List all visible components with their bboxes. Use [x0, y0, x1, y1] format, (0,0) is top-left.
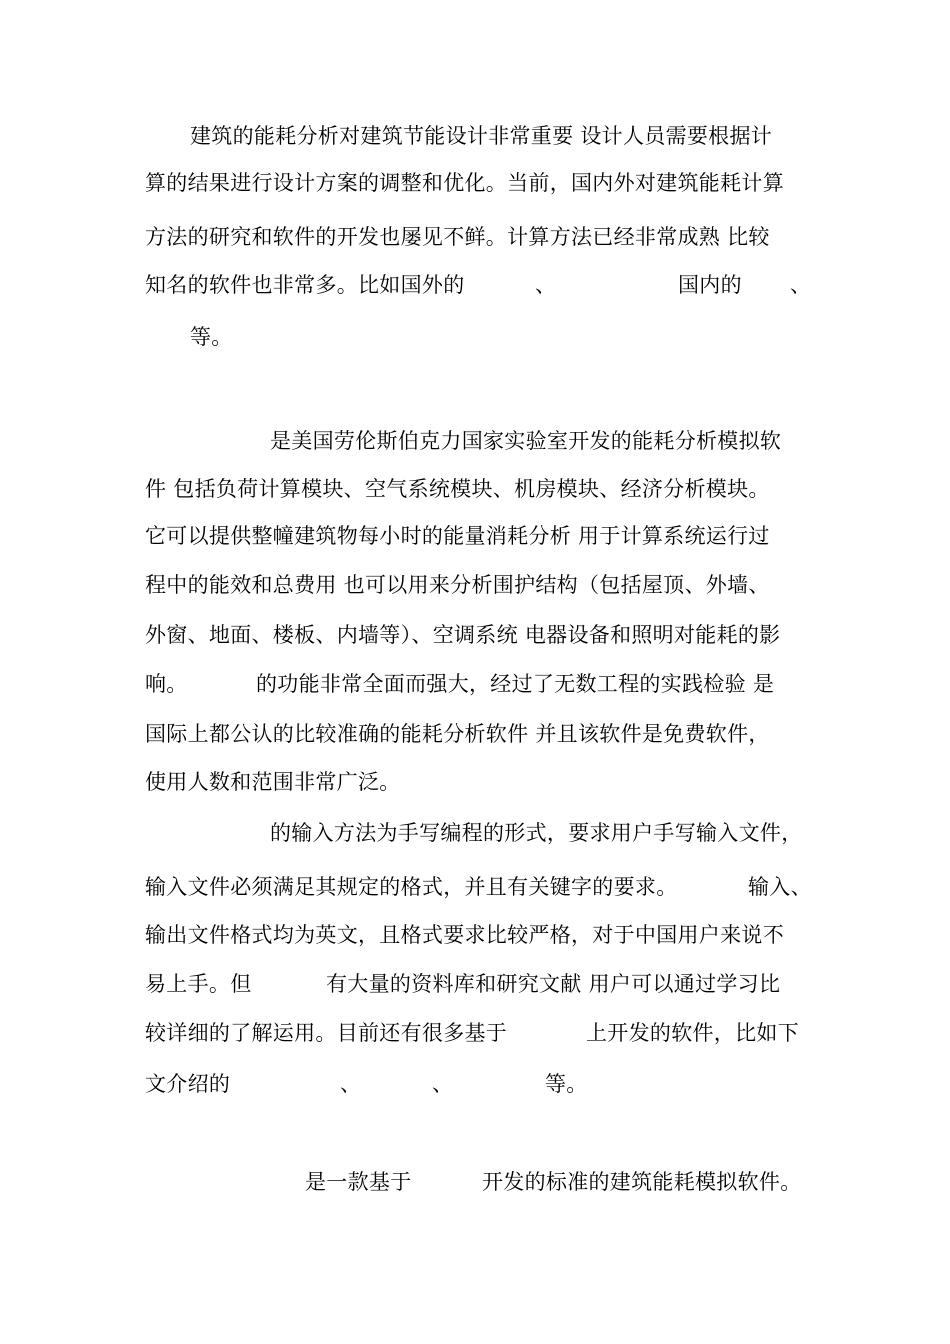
paragraph-1-line-4-domestic: 国内的: [678, 273, 742, 297]
paragraph-2-line-5: 外窗、地面、楼板、内墙等）、空调系统 电器设备和照明对能耗的影: [145, 623, 781, 647]
paragraph-3-line-2-tail: 输入、: [748, 875, 812, 899]
paragraph-1-line-1: 建筑的能耗分析对建筑节能设计非常重要 设计人员需要根据计: [190, 124, 773, 148]
paragraph-2-line-1: 是美国劳伦斯伯克力国家实验室开发的能耗分析模拟软: [270, 429, 782, 453]
paragraph-1-line-2: 算的结果进行设计方案的调整和优化。当前，国内外对建筑能耗计算: [145, 171, 784, 195]
paragraph-3-line-6-sep-1: 、: [340, 1072, 362, 1096]
paragraph-2-line-8: 使用人数和范围非常广泛。: [145, 770, 401, 794]
paragraph-4-line-1: 开发的标准的建筑能耗模拟软件。: [482, 1170, 802, 1194]
paragraph-3-line-5: 较详细的了解运用。目前还有很多基于: [145, 1021, 508, 1045]
paragraph-1-line-4: 知名的软件也非常多。比如国外的: [145, 273, 465, 297]
paragraph-3-line-6: 文介绍的: [145, 1072, 231, 1096]
paragraph-1-line-3: 方法的研究和软件的开发也屡见不鲜。计算方法已经非常成熟 比较: [145, 225, 770, 249]
paragraph-2-line-6: 的功能非常全面而强大，经过了无数工程的实践检验 是: [256, 672, 775, 696]
paragraph-3-line-6-sep-2: 、: [432, 1072, 454, 1096]
paragraph-3-line-1: 的输入方法为手写编程的形式，要求用户手写输入文件，: [270, 821, 803, 845]
paragraph-2-line-6-start: 响。: [145, 672, 188, 696]
paragraph-3-line-4-start: 易上手。但: [145, 972, 252, 996]
paragraph-3-line-5-tail: 上开发的软件，比如下: [586, 1021, 799, 1045]
paragraph-3-line-6-end: 等。: [545, 1072, 588, 1096]
paragraph-1-line-4-sep-2: 、: [790, 273, 812, 297]
paragraph-4-line-1-start: 是一款基于: [305, 1170, 412, 1194]
paragraph-3-line-3: 输出文件格式均为英文，且格式要求比较严格，对于中国用户来说不: [145, 923, 784, 947]
paragraph-1-line-4-sep-1: 、: [535, 273, 557, 297]
paragraph-2-line-4: 程中的能效和总费用 也可以用来分析围护结构（包括屋顶、外墙、: [145, 573, 770, 597]
paragraph-3-line-4: 有大量的资料库和研究文献 用户可以通过学习比: [326, 972, 781, 996]
paragraph-2-line-2: 件 包括负荷计算模块、空气系统模块、机房模块、经济分析模块。: [145, 477, 770, 501]
paragraph-3-line-2: 输入文件必须满足其规定的格式，并且有关键字的要求。: [145, 875, 678, 899]
paragraph-2-line-3: 它可以提供整幢建筑物每小时的能量消耗分析 用于计算系统运行过: [145, 524, 770, 548]
paragraph-2-line-7: 国际上都公认的比较准确的能耗分析软件 并且该软件是免费软件，: [145, 722, 770, 746]
paragraph-1-line-5: 等。: [190, 325, 233, 349]
